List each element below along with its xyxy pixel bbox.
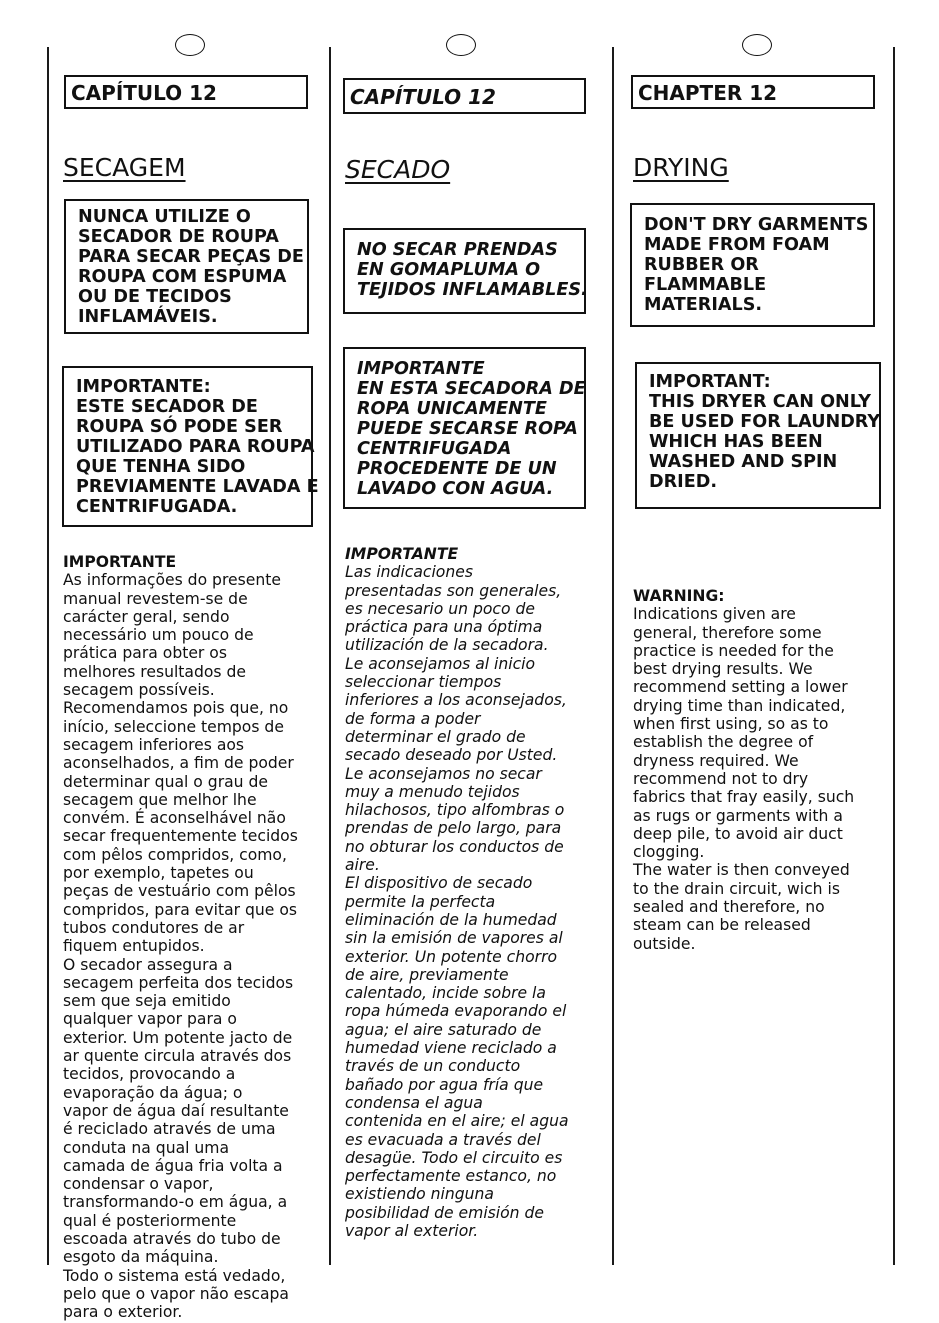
important-line: PUEDE SECARSE ROPA bbox=[357, 419, 578, 439]
body-line: qual é posteriormente bbox=[63, 1211, 237, 1230]
important-line: CENTRIFUGADA. bbox=[76, 497, 238, 517]
body-line: conduta na qual uma bbox=[63, 1138, 230, 1157]
body-line: condensar o vapor, bbox=[63, 1175, 214, 1194]
body-line: existiendo ninguna bbox=[345, 1185, 494, 1204]
body-line: compridos, para evitar que os bbox=[63, 900, 297, 919]
body-line: The water is then conveyed bbox=[633, 861, 850, 880]
body-line: steam can be released bbox=[633, 916, 811, 935]
body-line: inferiores a los aconsejados, bbox=[345, 691, 567, 710]
language-circle-pt bbox=[175, 34, 205, 56]
body-line: es evacuada a través del bbox=[345, 1130, 541, 1149]
warning-box-pt bbox=[64, 199, 309, 334]
body-line: aire. bbox=[345, 856, 380, 875]
body-line: hilachosos, tipo alfombras o bbox=[345, 801, 565, 820]
column-divider-1 bbox=[329, 47, 331, 1265]
warning-line: NUNCA UTILIZE O bbox=[78, 207, 251, 227]
important-line: IMPORTANTE bbox=[357, 359, 485, 379]
body-line: determinar el grado de bbox=[345, 727, 526, 746]
body-line: best drying results. We bbox=[633, 660, 813, 679]
important-line: ESTE SECADOR DE bbox=[76, 397, 258, 417]
body-text-pt bbox=[63, 553, 298, 1321]
body-line: secagem que melhor lhe bbox=[63, 790, 257, 809]
body-line: de aire, previamente bbox=[345, 965, 509, 984]
body-line: fabrics that fray easily, such bbox=[633, 788, 855, 807]
body-line: com pêlos compridos, como, bbox=[63, 845, 287, 864]
body-line: convém. É aconselhável não bbox=[63, 809, 286, 828]
column-divider-2 bbox=[612, 47, 614, 1265]
body-line: manual revestem-se de bbox=[63, 589, 248, 608]
body-line: desagüe. Todo el circuito es bbox=[345, 1148, 563, 1167]
warning-line: MADE FROM FOAM bbox=[644, 235, 830, 255]
important-line: WHICH HAS BEEN bbox=[649, 432, 823, 452]
body-line: seleccionar tiempos bbox=[345, 673, 502, 692]
body-line: calentado, incide sobre la bbox=[345, 984, 546, 1003]
important-line: DRIED. bbox=[649, 472, 718, 492]
warning-line: INFLAMÁVEIS. bbox=[78, 307, 218, 327]
body-line: través de un conducto bbox=[345, 1057, 521, 1076]
body-line: permite la perfecta bbox=[345, 892, 496, 911]
body-line: to the drain circuit, wich is bbox=[633, 879, 840, 898]
body-text-en bbox=[633, 587, 854, 953]
body-line: início, seleccione tempos de bbox=[63, 717, 284, 736]
body-line: secagem perfeita dos tecidos bbox=[63, 973, 294, 992]
body-line: drying time than indicated, bbox=[633, 696, 846, 715]
body-line: secar frequentemente tecidos bbox=[63, 827, 298, 846]
important-line: CENTRIFUGADA bbox=[357, 439, 512, 459]
language-circle-en bbox=[742, 34, 772, 56]
body-line: vapor al exterior. bbox=[345, 1221, 479, 1240]
body-line: deep pile, to avoid air duct bbox=[633, 824, 843, 843]
body-line: presentadas son generales, bbox=[345, 581, 562, 600]
column-divider-right bbox=[893, 47, 895, 1265]
body-line: carácter geral, sendo bbox=[63, 607, 230, 626]
chapter-label-pt: CAPÍTULO 12 bbox=[64, 75, 308, 109]
body-line: eliminación de la humedad bbox=[345, 910, 557, 929]
important-line: IMPORTANT: bbox=[649, 372, 771, 392]
body-line: agua; el aire saturado de bbox=[345, 1020, 542, 1039]
body-line: tecidos, provocando a bbox=[63, 1065, 236, 1084]
body-line: determinar qual o grau de bbox=[63, 772, 268, 791]
body-line: general, therefore some bbox=[633, 623, 822, 642]
body-line: establish the degree of bbox=[633, 733, 814, 752]
body-line: Le aconsejamos al inicio bbox=[345, 654, 536, 673]
body-line: esgoto da máquina. bbox=[63, 1248, 219, 1267]
body-line: necessário um pouco de bbox=[63, 626, 254, 645]
chapter-label-es: CAPÍTULO 12 bbox=[343, 78, 586, 114]
body-line: contenida en el aire; el agua bbox=[345, 1112, 569, 1131]
warning-line: NO SECAR PRENDAS bbox=[357, 240, 558, 260]
warning-line: DON'T DRY GARMENTS bbox=[644, 215, 869, 235]
body-line: transformando-o em água, a bbox=[63, 1193, 288, 1212]
body-line: para o exterior. bbox=[63, 1303, 183, 1322]
body-line: muy a menudo tejidos bbox=[345, 782, 520, 801]
body-heading-pt: IMPORTANTE bbox=[63, 553, 177, 571]
body-line: clogging. bbox=[633, 843, 705, 862]
body-line: utilización de la secadora. bbox=[345, 636, 549, 655]
body-line: exterior. Un potente chorro bbox=[345, 947, 558, 966]
body-line: tubos condutores de ar bbox=[63, 918, 245, 937]
body-line: outside. bbox=[633, 934, 696, 953]
body-line: peças de vestuário com pêlos bbox=[63, 882, 296, 901]
body-line: prendas de pelo largo, para bbox=[345, 819, 562, 838]
body-line: qualquer vapor para o bbox=[63, 1010, 237, 1029]
warning-line: EN GOMAPLUMA O bbox=[357, 260, 541, 280]
important-box-pt bbox=[62, 366, 319, 527]
body-line: evaporação da água; o bbox=[63, 1083, 243, 1102]
warning-line: FLAMMABLE bbox=[644, 275, 767, 295]
body-line: secagem possíveis. bbox=[63, 681, 215, 700]
body-line: Le aconsejamos no secar bbox=[345, 764, 542, 783]
important-line: PREVIAMENTE LAVADA E bbox=[76, 477, 319, 497]
body-line: practice is needed for the bbox=[633, 641, 834, 660]
body-line: é reciclado através de uma bbox=[63, 1120, 276, 1139]
body-line: por exemplo, tapetes ou bbox=[63, 864, 254, 883]
important-line: WASHED AND SPIN bbox=[649, 452, 838, 472]
body-line: sin la emisión de vapores al bbox=[345, 929, 563, 948]
chapter-label-en: CHAPTER 12 bbox=[631, 75, 875, 109]
body-line: práctica para una óptima bbox=[345, 618, 543, 637]
body-line: pelo que o vapor não escapa bbox=[63, 1284, 289, 1303]
warning-box-es bbox=[343, 228, 586, 314]
warning-line: OU DE TECIDOS bbox=[78, 287, 232, 307]
body-line: fiquem entupidos. bbox=[63, 937, 205, 956]
body-line: condensa el agua bbox=[345, 1093, 483, 1112]
body-line: es necesario un poco de bbox=[345, 599, 535, 618]
body-line: melhores resultados de bbox=[63, 662, 246, 681]
section-title-es: SECADO bbox=[345, 155, 451, 184]
body-text-es bbox=[345, 545, 569, 1240]
body-line: aconselhados, a fim de poder bbox=[63, 754, 294, 773]
body-line: Todo o sistema está vedado, bbox=[63, 1266, 286, 1285]
warning-line: PARA SECAR PEÇAS DE bbox=[78, 247, 304, 267]
body-line: sealed and therefore, no bbox=[633, 898, 825, 917]
important-box-es bbox=[343, 347, 586, 509]
body-line: recommend not to dry bbox=[633, 769, 809, 788]
section-title-pt: SECAGEM bbox=[63, 153, 186, 182]
warning-box-en bbox=[630, 203, 875, 327]
body-line: posibilidad de emisión de bbox=[345, 1203, 544, 1222]
column-divider-left bbox=[47, 47, 49, 1265]
body-line: secado deseado por Usted. bbox=[345, 746, 558, 765]
body-line: Las indicaciones bbox=[345, 563, 473, 582]
important-line: EN ESTA SECADORA DE bbox=[357, 379, 586, 399]
body-line: dryness required. We bbox=[633, 751, 799, 770]
body-line: El dispositivo de secado bbox=[345, 874, 533, 893]
important-line: PROCEDENTE DE UN bbox=[357, 459, 557, 479]
body-line: secagem inferiores aos bbox=[63, 735, 245, 754]
warning-line: RUBBER OR bbox=[644, 255, 759, 275]
section-title-en: DRYING bbox=[633, 153, 729, 182]
warning-line: TEJIDOS INFLAMABLES. bbox=[357, 280, 588, 300]
body-line: ropa húmeda evaporando el bbox=[345, 1002, 567, 1021]
important-line: UTILIZADO PARA ROUPA bbox=[76, 437, 315, 457]
important-line: LAVADO CON AGUA. bbox=[357, 479, 554, 499]
body-line: bañado por agua fría que bbox=[345, 1075, 544, 1094]
important-line: ROUPA SÓ PODE SER bbox=[76, 417, 283, 437]
body-line: de forma a poder bbox=[345, 709, 481, 728]
body-line: Indications given are bbox=[633, 605, 796, 624]
important-line: BE USED FOR LAUNDRY bbox=[649, 412, 881, 432]
body-line: perfectamente estanco, no bbox=[345, 1167, 557, 1186]
important-box-en bbox=[635, 362, 881, 509]
important-line: QUE TENHA SIDO bbox=[76, 457, 246, 477]
body-line: camada de água fria volta a bbox=[63, 1156, 283, 1175]
body-line: Recomendamos pois que, no bbox=[63, 699, 289, 718]
body-line: sem que seja emitido bbox=[63, 992, 231, 1011]
important-line: IMPORTANTE: bbox=[76, 377, 211, 397]
body-heading-en: WARNING: bbox=[633, 587, 725, 605]
body-line: as rugs or garments with a bbox=[633, 806, 843, 825]
body-heading-es: IMPORTANTE bbox=[345, 545, 459, 563]
body-line: ar quente circula através dos bbox=[63, 1047, 292, 1066]
body-line: recommend setting a lower bbox=[633, 678, 848, 697]
warning-line: SECADOR DE ROUPA bbox=[78, 227, 279, 247]
body-line: As informações do presente bbox=[63, 571, 281, 590]
important-line: ROPA UNICAMENTE bbox=[357, 399, 547, 419]
body-line: when first using, so as to bbox=[633, 715, 829, 734]
body-line: humedad viene reciclado a bbox=[345, 1039, 557, 1058]
language-circle-es bbox=[446, 34, 476, 56]
body-line: no obturar los conductos de bbox=[345, 837, 564, 856]
warning-line: ROUPA COM ESPUMA bbox=[78, 267, 287, 287]
body-line: escoada através do tubo de bbox=[63, 1229, 281, 1248]
warning-line: MATERIALS. bbox=[644, 295, 763, 315]
important-line: THIS DRYER CAN ONLY bbox=[649, 392, 871, 412]
body-line: prática para obter os bbox=[63, 644, 227, 663]
body-line: O secador assegura a bbox=[63, 955, 233, 974]
body-line: exterior. Um potente jacto de bbox=[63, 1028, 293, 1047]
body-line: vapor de água daí resultante bbox=[63, 1101, 289, 1120]
